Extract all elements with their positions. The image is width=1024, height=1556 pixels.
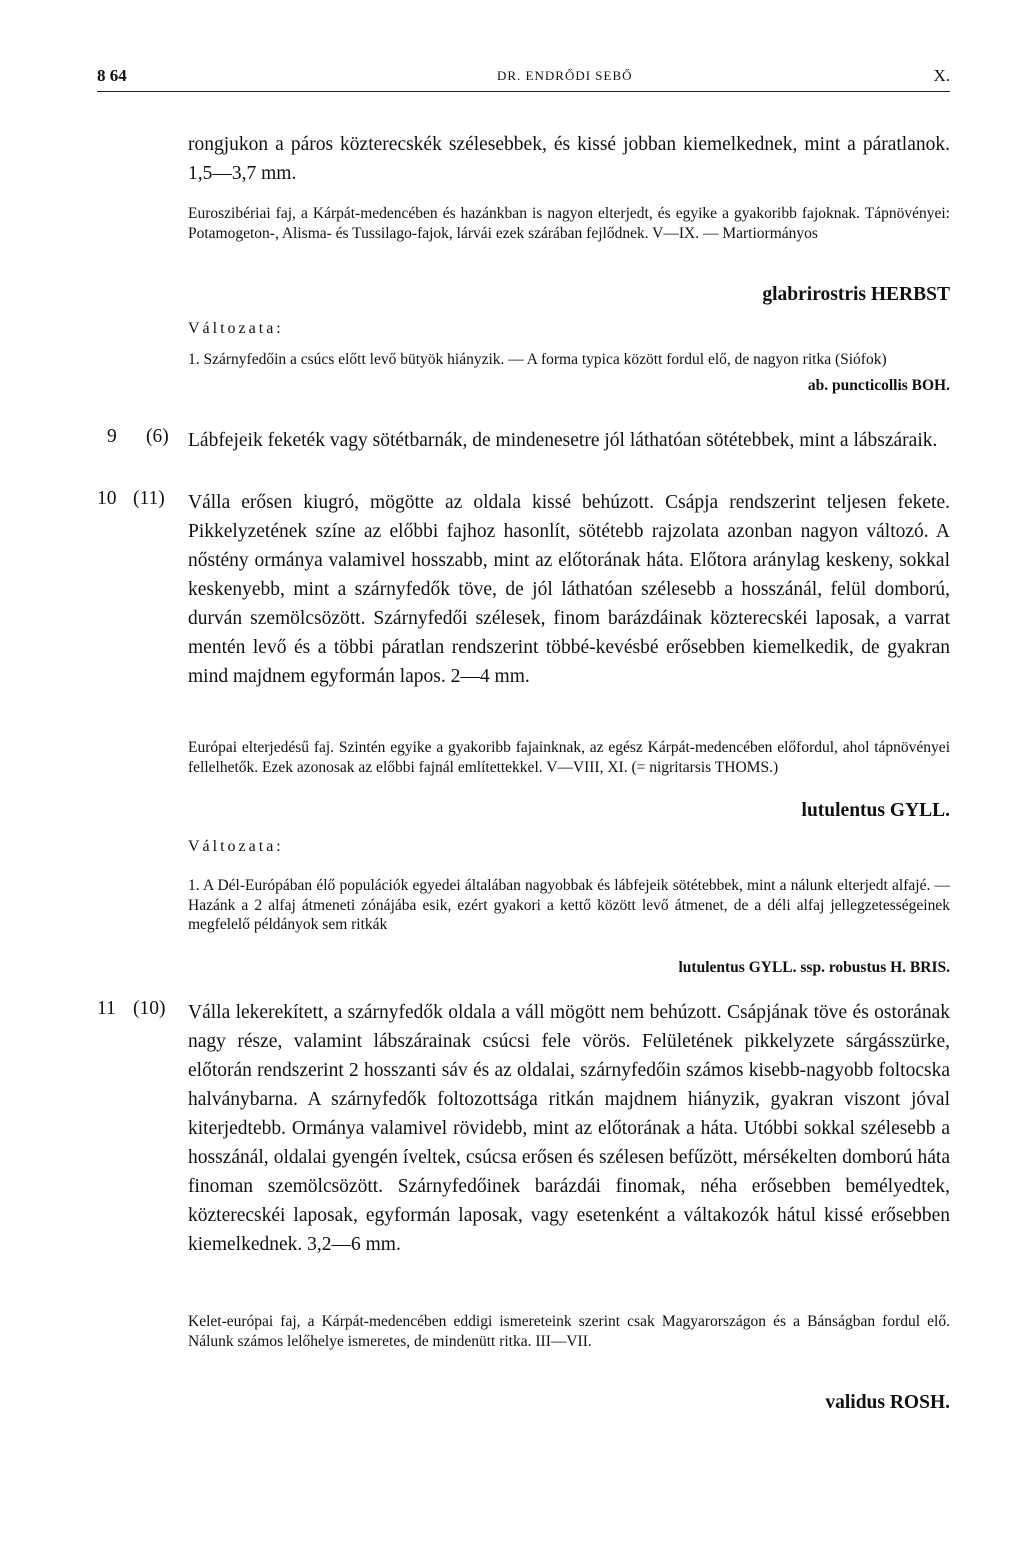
variety-2-description (188, 876, 950, 935)
couplet-11-text: Válla lekerekített, a szárnyfedők oldala a váll mögött nem behúzott. Csápjának töve és ostorának nagy része, valamint lábszárainak csúcsi fele vörös. Felületének pikkelyzete sárgásszürke, előtorán rendszerint 2 hosszanti sáv és az oldalai, szárnyfedőin számos kisebb-nagyobb foltocska halványbarna. A szárnyfedők foltozottsága ritkán majdnem hiányzik, gyakran viszont jóval kiterjedtebb. Ormánya valamivel rövidebb, mint az előtorának a háta. Utóbbi sokkal szélesebb a hosszánál, oldalai gyengén íveltek, csúcsa erősen és szélesen befűzött, mérsékelten domború háta finoman szemölcsözött. Szárnyfedőinek barázdái finomak, néha erősebben bemélyedtek, közterecskéi laposak, egyformán laposak, vagy esetenként a váltakozók hátul kissé erősebben kiemelkednek. 3,2—6 mm. (188, 1002, 950, 1255)
key-couplet-11 (188, 998, 950, 1259)
key-ref-11: (10) (133, 998, 166, 1019)
variety-1-text: 1. Szárnyfedőin a csúcs előtt levő bütyök hiányzik. — A forma typica között fordul elő, de nagyon ritka (Siófok) (188, 351, 887, 368)
couplet-10-text: Válla erősen kiugró, mögötte az oldala kissé behúzott. Csápja rendszerint teljesen fekete. Pikkelyzetének színe az előbbi fajhoz hasonlít, sötétebb rajzolata azonban nagyon változó. A nőstény ormánya valamivel hosszabb, mint az előtorának háta. Előtora aránylag keskeny, sokkal keskenyebb, mint a szárnyfedők töve, de jól láthatóan szélesebb a hosszánál, felül domború, durván szemölcsözött. Szárnyfedői szélesek, finom barázdáinak közterecskéi laposak, a varrat mentén levő és a többi páratlan rendszerint többé-kevésbé erősebben kiemelkedik, de gyakran mind majdnem egyformán lapos. 2—4 mm. (188, 492, 950, 687)
key-ref-9: (6) (146, 426, 169, 447)
lutulentus-distribution-text: Európai elterjedésű faj. Szintén egyike a gyakoribb fajainknak, az egész Kárpát-medencében előfordul, ahol tápnövényei fellelhetők. Ezek azonosak az előbbi fajnál említettekkel. V—VIII, XI. (= nigritarsis THOMS.) (188, 739, 950, 776)
volume-number: X. (933, 66, 950, 85)
validus-distribution-text: Kelet-európai faj, a Kárpát-medencében eddigi ismereteink szerint csak Magyarországon és a Bánságban fordul elő. Nálunk számos lelőhelye ismeretes, de mindenütt ritka. III—VII. (188, 1313, 950, 1350)
variety-2-name: lutulentus GYLL. ssp. robustus H. BRIS. (678, 959, 950, 976)
validus-distribution-note (188, 1312, 950, 1351)
key-number-9: 9 (107, 426, 117, 447)
variety-heading: Változata: (188, 320, 284, 337)
key-ref-10: (11) (133, 488, 165, 509)
variety-1-name: ab. puncticollis BOH. (807, 377, 950, 394)
couplet-9-text: Lábfejeik feketék vagy sötétbarnák, de mindenesetre jól láthatóan sötétebbek, mint a lábszáraik. (188, 430, 938, 451)
text-continuation: rongjukon a páros közterecskék szélesebbek, és kissé jobban kiemelkednek, mint a páratlanok. 1,5—3,7 mm. (188, 134, 950, 184)
key-number-10: 10 (97, 488, 117, 509)
paragraph-continuation (188, 130, 950, 188)
variety-heading-2: Változata: (188, 838, 284, 855)
key-couplet-10 (188, 488, 950, 691)
variety-1-description (188, 350, 950, 370)
lutulentus-distribution-note (188, 738, 950, 777)
key-number-11: 11 (97, 998, 116, 1019)
species-name-glabrirostris: glabrirostris HERBST (762, 284, 950, 305)
distribution-text: Euroszibériai faj, a Kárpát-medencében és hazánkban is nagyon elterjedt, és egyike a gyakoribb fajoknak. Tápnövényei: Potamogeton-, Alisma- és Tussilago-fajok, lárvái ezek szárában fejlődnek. V—IX. — Martiormányos (188, 205, 950, 242)
page-header (97, 66, 950, 88)
species-name-validus: validus ROSH. (825, 1392, 950, 1413)
key-couplet-9 (188, 426, 950, 455)
page-number: 8 64 (97, 66, 127, 85)
variety-2-text: 1. A Dél-Európában élő populációk egyedei általában nagyobbak és lábfejeik sötétebbek, mint a nálunk elterjedt alfajé. — Hazánk a 2 alfaj átmeneti zónájába esik, ezért gyakori a kettő között levő átmenet, de a déli alfaj jellegzetességeinek megfelelő példányok sem ritkák (188, 877, 950, 933)
distribution-note (188, 204, 950, 243)
species-name-lutulentus: lutulentus GYLL. (801, 800, 950, 821)
running-title: DR. ENDRŐDI SEBŐ (497, 68, 633, 83)
header-rule (97, 91, 950, 92)
